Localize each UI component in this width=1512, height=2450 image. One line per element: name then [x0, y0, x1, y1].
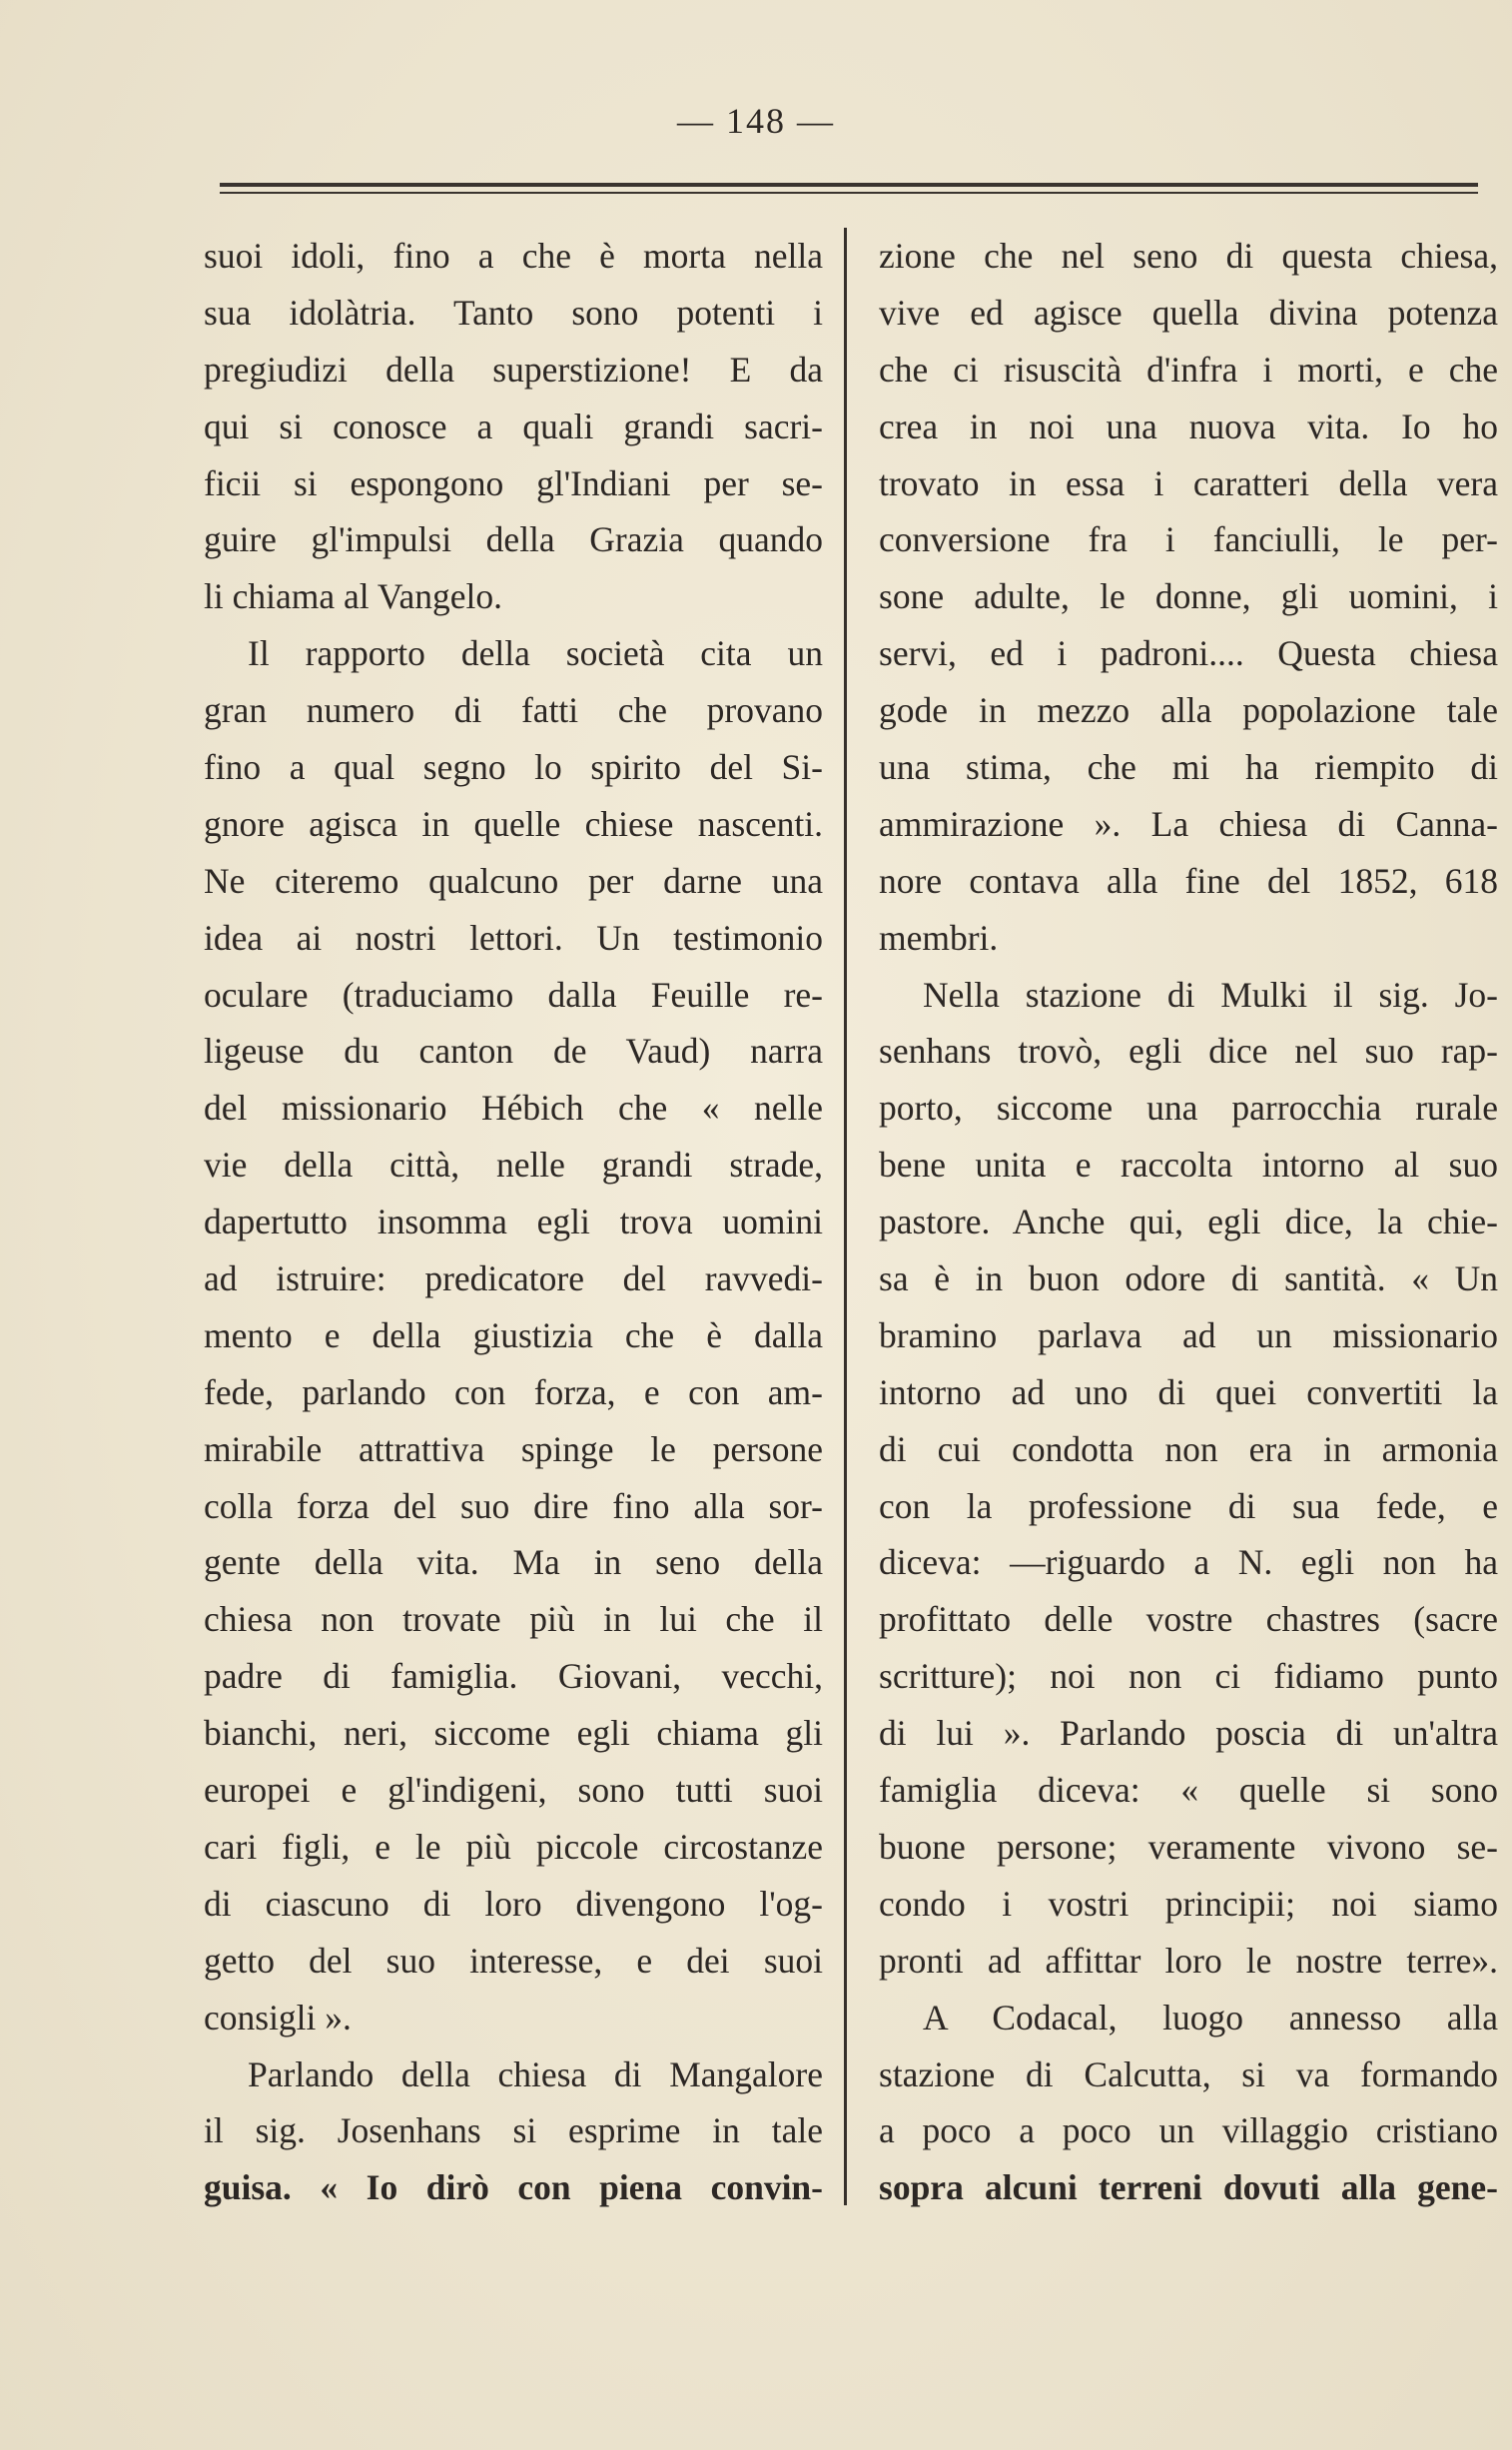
text-line: pregiudizi della superstizione! E da: [204, 349, 823, 390]
text-line: di cui condotta non era in armonia: [879, 1428, 1498, 1469]
text-line: senhans trovò, egli dice nel suo rap-: [879, 1031, 1498, 1072]
text-line: conversione fra i fanciulli, le per-: [879, 519, 1498, 560]
text-line: dapertutto insomma egli trova uomini: [204, 1202, 823, 1242]
text-line: stazione di Calcutta, si va formando: [879, 2053, 1498, 2094]
text-line: famiglia diceva: « quelle si sono: [879, 1770, 1498, 1811]
text-line: che ci risuscità d'infra i morti, e che: [879, 349, 1498, 390]
text-line: A Codacal, luogo annesso alla: [923, 1997, 1498, 2038]
header-rule-thin: [220, 192, 1478, 194]
text-line: servi, ed i padroni.... Questa chiesa: [879, 633, 1498, 674]
text-line: del missionario Hébich che « nelle: [204, 1088, 823, 1129]
right-text-column: [879, 228, 1498, 2216]
text-line: sopra alcuni terreni dovuti alla gene-: [879, 2167, 1498, 2208]
text-line: cari figli, e le più piccole circostanze: [204, 1826, 823, 1867]
text-line: zione che nel seno di questa chiesa,: [879, 236, 1498, 276]
text-line: crea in noi una nuova vita. Io ho: [879, 406, 1498, 446]
text-line: europei e gl'indigeni, sono tutti suoi: [204, 1770, 823, 1811]
text-line: guisa. « Io dirò con piena convin-: [204, 2167, 823, 2208]
text-line: nore contava alla fine del 1852, 618: [879, 860, 1498, 901]
text-line: ad istruire: predicatore del ravvedi-: [204, 1258, 823, 1299]
text-line: colla forza del suo dire fino alla sor-: [204, 1485, 823, 1526]
text-line: idea ai nostri lettori. Un testimonio: [204, 917, 823, 958]
text-line: il sig. Josenhans si esprime in tale: [204, 2110, 823, 2151]
text-line: suoi idoli, fino a che è morta nella: [204, 236, 823, 276]
text-line: di lui ». Parlando poscia di un'altra: [879, 1713, 1498, 1754]
text-line: gnore agisca in quelle chiese nascenti.: [204, 803, 823, 844]
column-divider: [844, 228, 847, 2205]
text-line: guire gl'impulsi della Grazia quando: [204, 519, 823, 560]
text-line: a poco a poco un villaggio cristiano: [879, 2110, 1498, 2151]
text-line: consigli ».: [204, 1997, 352, 2038]
text-line: ficii si espongono gl'Indiani per se-: [204, 462, 823, 503]
text-line: li chiama al Vangelo.: [204, 576, 503, 617]
text-line: profittato delle vostre chastres (sacre: [879, 1599, 1498, 1640]
text-line: condo i vostri principii; noi siamo: [879, 1883, 1498, 1924]
text-line: fede, parlando con forza, e con am-: [204, 1371, 823, 1412]
text-line: gode in mezzo alla popolazione tale: [879, 690, 1498, 731]
text-line: chiesa non trovate più in lui che il: [204, 1599, 823, 1640]
text-line: di ciascuno di loro divengono l'og-: [204, 1883, 823, 1924]
text-line: trovato in essa i caratteri della vera: [879, 462, 1498, 503]
text-line: ammirazione ». La chiesa di Canna-: [879, 803, 1498, 844]
text-line: una stima, che mi ha riempito di: [879, 747, 1498, 788]
text-line: mirabile attrattiva spinge le persone: [204, 1428, 823, 1469]
left-text-column: [204, 228, 823, 2216]
text-line: fino a qual segno lo spirito del Si-: [204, 747, 823, 788]
text-line: sone adulte, le donne, gli uomini, i: [879, 576, 1498, 617]
text-line: sua idolàtria. Tanto sono potenti i: [204, 292, 823, 333]
text-line: sa è in buon odore di santità. « Un: [879, 1258, 1498, 1299]
text-line: pastore. Anche qui, egli dice, la chie-: [879, 1202, 1498, 1242]
text-line: porto, siccome una parrocchia rurale: [879, 1088, 1498, 1129]
text-line: bene unita e raccolta intorno al suo: [879, 1145, 1498, 1186]
text-line: membri.: [879, 917, 999, 958]
text-line: bianchi, neri, siccome egli chiama gli: [204, 1713, 823, 1754]
text-line: ligeuse du canton de Vaud) narra: [204, 1031, 823, 1072]
text-line: qui si conosce a quali grandi sacri-: [204, 406, 823, 446]
text-line: bramino parlava ad un missionario: [879, 1314, 1498, 1355]
text-line: getto del suo interesse, e dei suoi: [204, 1940, 823, 1981]
text-line: gente della vita. Ma in seno della: [204, 1542, 823, 1583]
text-line: gran numero di fatti che provano: [204, 690, 823, 731]
text-line: pronti ad affittar loro le nostre terre».: [879, 1940, 1498, 1981]
header-rule-thick: [220, 183, 1478, 187]
text-line: Parlando della chiesa di Mangalore: [248, 2053, 823, 2094]
text-line: vive ed agisce quella divina potenza: [879, 292, 1498, 333]
text-line: Il rapporto della società cita un: [248, 633, 823, 674]
text-line: padre di famiglia. Giovani, vecchi,: [204, 1656, 823, 1697]
text-line: mento e della giustizia che è dalla: [204, 1314, 823, 1355]
text-line: intorno ad uno di quei convertiti la: [879, 1371, 1498, 1412]
text-line: buone persone; veramente vivono se-: [879, 1826, 1498, 1867]
text-line: vie della città, nelle grandi strade,: [204, 1145, 823, 1186]
text-line: Ne citeremo qualcuno per darne una: [204, 860, 823, 901]
page-number: — 148 —: [677, 101, 835, 141]
text-line: diceva: —riguardo a N. egli non ha: [879, 1542, 1498, 1583]
text-line: oculare (traduciamo dalla Feuille re-: [204, 974, 823, 1015]
text-line: con la professione di sua fede, e: [879, 1485, 1498, 1526]
text-line: Nella stazione di Mulki il sig. Jo-: [923, 974, 1498, 1015]
text-line: scritture); noi non ci fidiamo punto: [879, 1656, 1498, 1697]
